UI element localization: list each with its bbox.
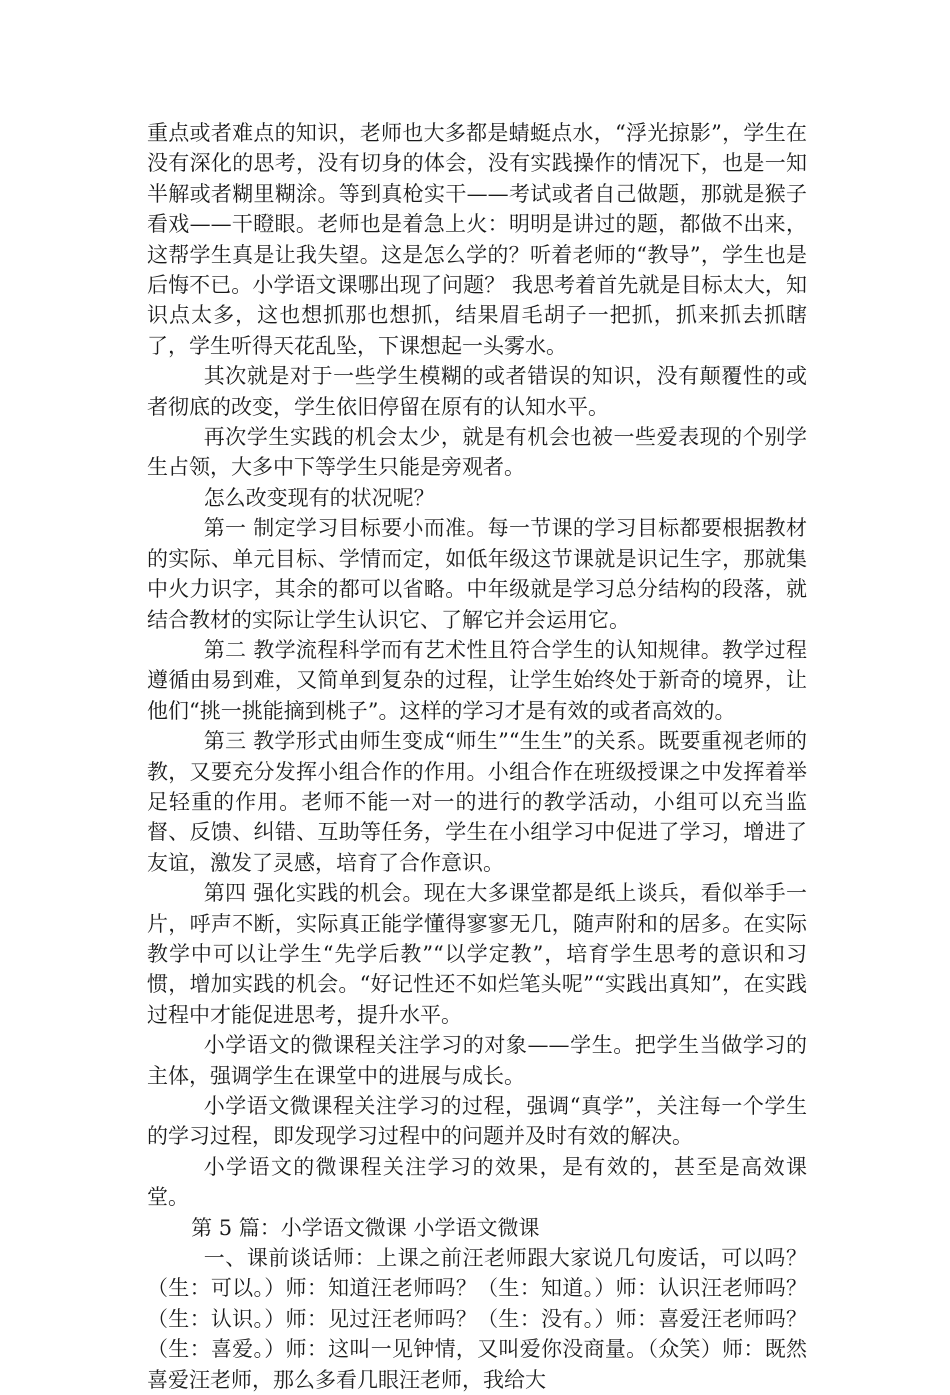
section-heading: 第 5 篇：小学语文微课 小学语文微课 — [191, 1215, 540, 1240]
paragraph-question: 怎么改变现有的状况呢？ — [203, 485, 435, 510]
paragraph: 小学语文的微课程关注学习的对象——学生。把学生当做学习的主体，强调学生在课堂中的进展与成长。 — [147, 1033, 807, 1088]
paragraph-continuation: 重点或者难点的知识，老师也大多都是蜻蜓点水，“浮光掠影”，学生在没有深化的思考，没有切身的体会，没有实践操作的情况下，也是一知半解或者糊里糊涂。等到真枪实干——考试或者自己做题，那就是猴子看戏——干瞪眼。老师也是着急上火：明明是讲过的题，都做不出来，这帮学生真是让我失望。这是怎么学的？听着老师的“教导”，学生也是后悔不已。小学语文课哪出现了问题？ 我思考着首先就是目标太大，知识点太多，这也想抓那也想抓，结果眉毛胡子一把抓，抓来抓去抓瞎了，学生听得天花乱坠，下课想起一头雾水。 — [147, 121, 807, 358]
paragraph: 其次就是对于一些学生模糊的或者错误的知识，没有颠覆性的或者彻底的改变，学生依旧停留在原有的认知水平。 — [147, 364, 807, 419]
paragraph: 小学语文微课程关注学习的过程，强调“真学”，关注每一个学生的学习过程，即发现学习过程中的问题并及时有效的解决。 — [147, 1094, 807, 1149]
paragraph: 再次学生实践的机会太少，就是有机会也被一些爱表现的个别学生占领，大多中下等学生只能是旁观者。 — [147, 425, 807, 480]
section-paragraph: 一、课前谈话师：上课之前汪老师跟大家说几句废话，可以吗？（生：可以。）师：知道汪老师吗？（生：知道。）师：认识汪老师吗？（生：认识。）师：见过汪老师吗？（生：没有。）师：喜爱汪老师吗？（生：喜爱。）师：这叫一见钟情，又叫爱你没商量。（众笑）师：既然喜爱汪老师，那么多看几眼汪老师，我给大 — [147, 1246, 807, 1392]
paragraph-point-2: 第二 教学流程科学而有艺术性且符合学生的认知规律。教学过程遵循由易到难，又简单到复杂的过程，让学生始终处于新奇的境界，让他们“挑一挑能摘到桃子”。这样的学习才是有效的或者高效的。 — [147, 637, 807, 723]
paragraph-point-3: 第三 教学形式由师生变成“师生”“生生”的关系。既要重视老师的教，又要充分发挥小组合作的作用。小组合作在班级授课之中发挥着举足轻重的作用。老师不能一对一的进行的教学活动，小组可以充当监督、反馈、纠错、互助等任务，学生在小组学习中促进了学习，增进了友谊，激发了灵感，培育了合作意识。 — [147, 729, 807, 875]
paragraph-point-4: 第四 强化实践的机会。现在大多课堂都是纸上谈兵，看似举手一片，呼声不断，实际真正能学懂得寥寥无几，随声附和的居多。在实际教学中可以让学生“先学后教”“以学定教”，培育学生思考的意识和习惯，增加实践的机会。“好记性还不如烂笔头呢”“实践出真知”，在实践过程中才能促进思考，提升水平。 — [147, 881, 807, 1027]
paragraph: 小学语文的微课程关注学习的效果，是有效的，甚至是高效课堂。 — [147, 1154, 807, 1210]
paragraph-point-1: 第一 制定学习目标要小而准。每一节课的学习目标都要根据教材的实际、单元目标、学情而定，如低年级这节课就是识记生字，那就集中火力识字，其余的都可以省略。中年级就是学习总分结构的段落，就结合教材的实际让学生认识它、了解它并会运用它。 — [147, 516, 807, 632]
document-page — [147, 118, 807, 1395]
